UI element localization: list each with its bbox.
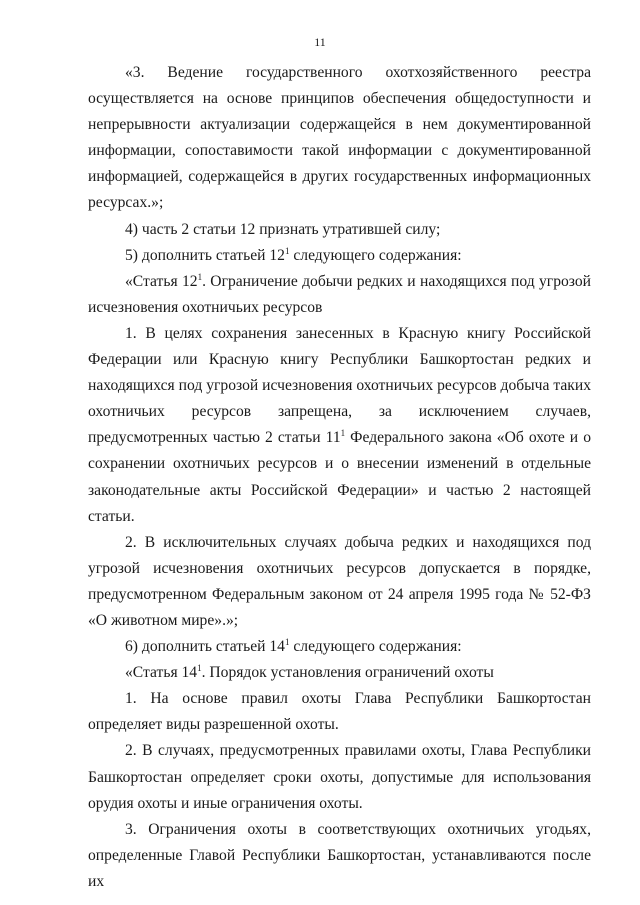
document-body xyxy=(88,60,591,895)
article-14-1-part-2: 2. В случаях, предусмотренных правилами охоты, Глава Республики Башкортостан определяет сроки охоты, допустимые для использования орудия охоты и иные ограничения охоты. xyxy=(88,742,591,812)
paragraph-item-6: 6) дополнить статьей $14^1$ следующего содержания: xyxy=(125,637,462,656)
article-12-1-part-2: 2. В исключительных случаях добыча редких и находящихся под угрозой исчезновения охотничьих ресурсов допускается в порядке, предусмотренном Федеральным законом от 24 апреля 1995 года № 52-ФЗ «О животном мире».»; xyxy=(88,533,591,629)
article-14-1-part-1: 1. На основе правил охоты Глава Республики Башкортостан определяет виды разрешенной охоты. xyxy=(88,690,591,734)
article-12-1-part-1: 1. В целях сохранения занесенных в Красную книгу Российской Федерации или Красную книгу Республики Башкортостан редких и находящихся под угрозой исчезновения охотничьих ресурсов добыча таких охотничьих ресурсов запрещена, за исключением случаев, предусмотренных частью 2 статьи $11^1$ Федерального закона «Об охоте и о сохранении охотничьих ресурсов и о внесении изменений в отдельные законодательные акты Российской Федерации» и частью 2 настоящей статьи. xyxy=(88,324,591,525)
paragraph-item-5: 5) дополнить статьей $12^1$ следующего содержания: xyxy=(125,245,462,264)
article-12-1-heading: «Статья $12^1$. Ограничение добычи редких и находящихся под угрозой исчезновения охотничьих ресурсов xyxy=(88,271,592,316)
page-number: 11 xyxy=(314,35,326,49)
paragraph-registry: «3. Ведение государственного охотхозяйственного реестра осуществляется на основе принципов обеспечения общедоступности и непрерывности актуализации содержащейся в нем документированной информации, сопоставимости такой информации с документированной информацией, содержащейся в других государственных информационных ресурсах.»; xyxy=(88,64,591,212)
article-14-1-heading: «Статья $14^1$. Порядок установления ограничений охоты xyxy=(125,663,494,682)
paragraph-item-4: 4) часть 2 статьи 12 признать утратившей силу; xyxy=(125,220,441,238)
article-14-1-part-3: 3. Ограничения охоты в соответствующих охотничьих угодьях, определенные Главой Республики Башкортостан, устанавливаются после их xyxy=(88,820,591,890)
